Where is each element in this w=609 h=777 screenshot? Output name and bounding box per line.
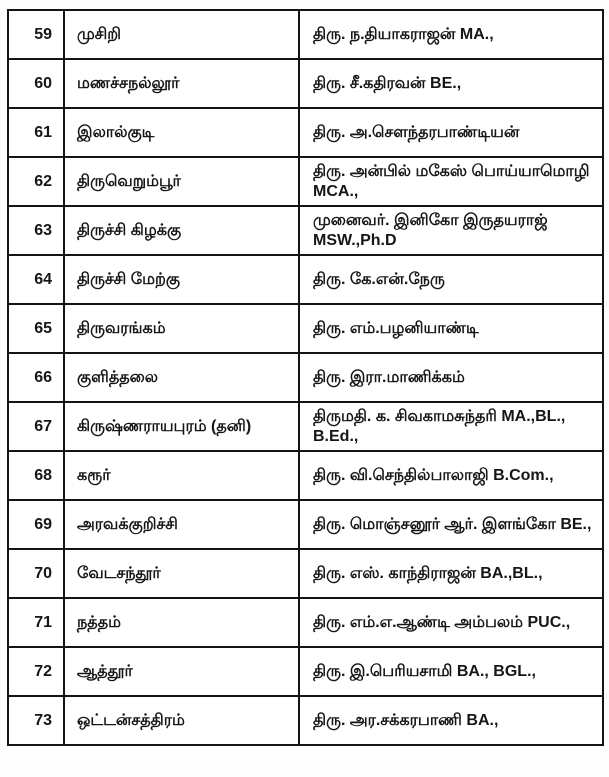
constituency-name-cell: திருவரங்கம்	[64, 304, 299, 353]
representative-name-cell: திரு. கே.என்.நேரு	[299, 255, 603, 304]
constituency-number-cell: 66	[8, 353, 64, 402]
constituency-name-cell: கரூர்	[64, 451, 299, 500]
constituency-number-cell: 68	[8, 451, 64, 500]
constituency-number-cell: 65	[8, 304, 64, 353]
table-row	[8, 598, 603, 647]
constituency-name-cell: வேடசந்தூர்	[64, 549, 299, 598]
constituency-number-cell: 60	[8, 59, 64, 108]
constituency-number-cell: 72	[8, 647, 64, 696]
constituency-number-cell: 67	[8, 402, 64, 451]
representative-name-cell: திரு. வி.செந்தில்பாலாஜி B.Com.,	[299, 451, 603, 500]
constituency-number-cell: 73	[8, 696, 64, 745]
representative-name-cell: திரு. எம்.பழனியாண்டி	[299, 304, 603, 353]
representative-name-cell: திரு. மொஞ்சனூர் ஆர். இளங்கோ BE.,	[299, 500, 603, 549]
constituency-name-cell: நத்தம்	[64, 598, 299, 647]
representative-name-cell: திரு. அர.சக்கரபாணி BA.,	[299, 696, 603, 745]
constituency-number-cell: 63	[8, 206, 64, 255]
constituency-name-cell: திருவெறும்பூர்	[64, 157, 299, 206]
constituency-representatives-table	[7, 9, 604, 746]
constituency-number-cell: 69	[8, 500, 64, 549]
constituency-number-cell: 61	[8, 108, 64, 157]
constituency-name-cell: கிருஷ்ணராயபுரம் (தனி)	[64, 402, 299, 451]
constituency-name-cell: திருச்சி கிழக்கு	[64, 206, 299, 255]
table-body	[8, 10, 603, 745]
constituency-number-cell: 59	[8, 10, 64, 59]
table-row	[8, 304, 603, 353]
table-row	[8, 59, 603, 108]
constituency-number-cell: 62	[8, 157, 64, 206]
representative-name-cell: திரு. எஸ். காந்திராஜன் BA.,BL.,	[299, 549, 603, 598]
representative-name-cell: திரு. அன்பில் மகேஸ் பொய்யாமொழி MCA.,	[299, 157, 603, 206]
table-row	[8, 353, 603, 402]
table-row	[8, 157, 603, 206]
representative-name-cell: திரு. இரா.மாணிக்கம்	[299, 353, 603, 402]
representative-name-cell: முனைவர். இனிகோ இருதயராஜ் MSW.,Ph.D	[299, 206, 603, 255]
representative-name-cell: திரு. அ.சௌந்தரபாண்டியன்	[299, 108, 603, 157]
table-row	[8, 10, 603, 59]
table-row	[8, 402, 603, 451]
representative-name-cell: திரு. இ.பெரியசாமி BA., BGL.,	[299, 647, 603, 696]
constituency-name-cell: மணச்சநல்லூர்	[64, 59, 299, 108]
constituency-name-cell: ஒட்டன்சத்திரம்	[64, 696, 299, 745]
constituency-name-cell: இலால்குடி	[64, 108, 299, 157]
table-row	[8, 108, 603, 157]
table-row	[8, 549, 603, 598]
constituency-number-cell: 64	[8, 255, 64, 304]
table-row	[8, 647, 603, 696]
constituency-name-cell: அரவக்குறிச்சி	[64, 500, 299, 549]
representative-name-cell: திரு. ந.தியாகராஜன் MA.,	[299, 10, 603, 59]
representative-name-cell: திரு. எம்.எ.ஆண்டி அம்பலம் PUC.,	[299, 598, 603, 647]
constituency-number-cell: 70	[8, 549, 64, 598]
table-row	[8, 255, 603, 304]
table-row	[8, 500, 603, 549]
constituency-name-cell: குளித்தலை	[64, 353, 299, 402]
constituency-name-cell: முசிறி	[64, 10, 299, 59]
table-row	[8, 206, 603, 255]
table-row	[8, 451, 603, 500]
constituency-name-cell: ஆத்தூர்	[64, 647, 299, 696]
constituency-number-cell: 71	[8, 598, 64, 647]
representative-name-cell: திரு. சீ.கதிரவன் BE.,	[299, 59, 603, 108]
representative-name-cell: திருமதி. க. சிவகாமசுந்தரி MA.,BL., B.Ed.,	[299, 402, 603, 451]
constituency-name-cell: திருச்சி மேற்கு	[64, 255, 299, 304]
table-row	[8, 696, 603, 745]
